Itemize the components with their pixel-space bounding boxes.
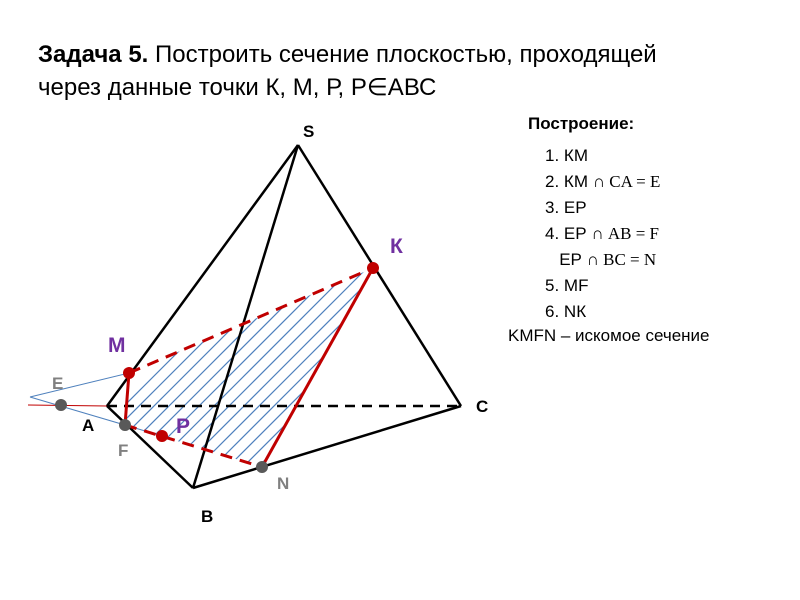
step-4b: ЕР ∩ BC = N — [559, 250, 657, 269]
label-f: F — [118, 441, 129, 460]
step-3: 3. ЕР — [545, 198, 587, 217]
result-text: KMFN – искомое сечение — [508, 326, 710, 345]
label-a: A — [82, 416, 95, 435]
aux-line-km — [30, 373, 129, 397]
task-text-line1: Построить сечение плоскостью, проходящей — [148, 41, 657, 68]
point-e — [55, 399, 67, 411]
step-5: 5. МF — [545, 276, 589, 295]
step-4: 4. ЕР ∩ AB = F — [545, 224, 660, 243]
task-number: Задача 5. — [38, 41, 149, 68]
aux-line-ca — [28, 405, 107, 406]
point-m — [123, 367, 135, 379]
label-p: Р — [176, 415, 191, 438]
point-k — [367, 262, 379, 274]
section-km-hidden — [129, 268, 373, 373]
point-p — [156, 430, 168, 442]
section-fn-hidden — [125, 425, 262, 467]
step-6: 6. NК — [545, 302, 587, 321]
edge-sc — [298, 145, 461, 406]
label-b: B — [201, 507, 214, 526]
task-text-line2: через данные точки К, М, Р, Р∈АВС — [38, 74, 437, 101]
label-c: C — [476, 397, 489, 416]
edge-sa — [107, 145, 298, 406]
edge-sb — [193, 145, 298, 488]
step-1: 1. КМ — [545, 146, 588, 165]
point-n — [256, 461, 268, 473]
label-k: К — [390, 235, 403, 258]
label-m: М — [108, 334, 126, 357]
label-e: E — [52, 374, 64, 393]
label-n: N — [277, 474, 290, 493]
construction-heading: Построение: — [528, 114, 635, 133]
step-2: 2. КМ ∩ CA = E — [545, 172, 661, 191]
point-f — [119, 419, 131, 431]
label-s: S — [303, 122, 315, 141]
